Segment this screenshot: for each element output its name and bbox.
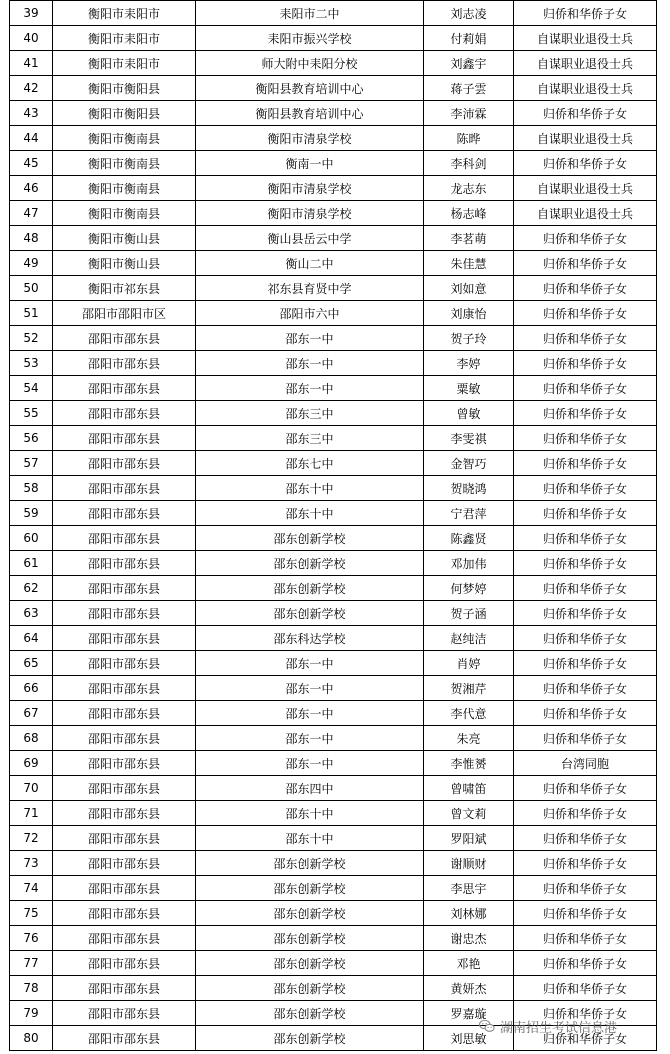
category-cell: 归侨和华侨子女 [514,451,657,476]
row-number: 70 [10,776,53,801]
table-row [10,376,657,401]
student-name-cell: 金智巧 [424,451,514,476]
row-number: 73 [10,851,53,876]
student-name-cell: 刘思敏 [424,1026,514,1051]
category-cell: 归侨和华侨子女 [514,401,657,426]
school-cell: 邵东创新学校 [196,551,424,576]
region-cell: 邵阳市邵东县 [53,676,196,701]
category-cell: 自谋职业退役士兵 [514,201,657,226]
school-cell: 衡阳市清泉学校 [196,176,424,201]
student-name-cell: 龙志东 [424,176,514,201]
row-number: 49 [10,251,53,276]
region-cell: 邵阳市邵东县 [53,476,196,501]
row-number: 57 [10,451,53,476]
table-row [10,426,657,451]
region-cell: 邵阳市邵东县 [53,901,196,926]
region-cell: 邵阳市邵东县 [53,576,196,601]
school-cell: 邵东一中 [196,676,424,701]
results-table [9,0,657,1051]
table-row [10,501,657,526]
row-number: 42 [10,76,53,101]
region-cell: 衡阳市衡南县 [53,126,196,151]
category-cell: 归侨和华侨子女 [514,626,657,651]
table-row [10,101,657,126]
student-name-cell: 邓艳 [424,951,514,976]
category-cell: 归侨和华侨子女 [514,476,657,501]
row-number: 76 [10,926,53,951]
student-name-cell: 李茗萌 [424,226,514,251]
student-name-cell: 黄妍杰 [424,976,514,1001]
row-number: 48 [10,226,53,251]
school-cell: 邵东创新学校 [196,901,424,926]
category-cell: 归侨和华侨子女 [514,526,657,551]
category-cell: 归侨和华侨子女 [514,1,657,26]
region-cell: 衡阳市祁东县 [53,276,196,301]
row-number: 59 [10,501,53,526]
student-name-cell: 刘如意 [424,276,514,301]
row-number: 80 [10,1026,53,1051]
region-cell: 衡阳市耒阳市 [53,26,196,51]
table-row [10,276,657,301]
table-row [10,926,657,951]
student-name-cell: 何梦婷 [424,576,514,601]
row-number: 40 [10,26,53,51]
student-name-cell: 赵纯洁 [424,626,514,651]
school-cell: 祁东县育贤中学 [196,276,424,301]
row-number: 68 [10,726,53,751]
wechat-icon [478,1017,496,1035]
table-row [10,576,657,601]
region-cell: 邵阳市邵东县 [53,951,196,976]
school-cell: 邵东一中 [196,701,424,726]
category-cell: 归侨和华侨子女 [514,151,657,176]
category-cell: 归侨和华侨子女 [514,801,657,826]
school-cell: 耒阳市振兴学校 [196,26,424,51]
student-name-cell: 谢忠杰 [424,926,514,951]
school-cell: 邵阳市六中 [196,301,424,326]
school-cell: 邵东创新学校 [196,601,424,626]
school-cell: 衡山县岳云中学 [196,226,424,251]
student-name-cell: 曾敏 [424,401,514,426]
category-cell: 自谋职业退役士兵 [514,26,657,51]
watermark [478,1014,668,1038]
category-cell: 归侨和华侨子女 [514,1026,657,1051]
category-cell: 归侨和华侨子女 [514,101,657,126]
row-number: 44 [10,126,53,151]
table-row [10,551,657,576]
region-cell: 邵阳市邵东县 [53,401,196,426]
table-row [10,901,657,926]
student-name-cell: 肖婷 [424,651,514,676]
region-cell: 衡阳市耒阳市 [53,1,196,26]
row-number: 47 [10,201,53,226]
school-cell: 邵东创新学校 [196,1026,424,1051]
category-cell: 归侨和华侨子女 [514,701,657,726]
row-number: 65 [10,651,53,676]
student-name-cell: 邓加伟 [424,551,514,576]
row-number: 50 [10,276,53,301]
table-row [10,1,657,26]
table-row [10,851,657,876]
table-row [10,326,657,351]
row-number: 69 [10,751,53,776]
category-cell: 归侨和华侨子女 [514,301,657,326]
category-cell: 台湾同胞 [514,751,657,776]
region-cell: 邵阳市邵东县 [53,376,196,401]
table-row [10,301,657,326]
table-row [10,676,657,701]
student-name-cell: 刘康怡 [424,301,514,326]
student-name-cell: 李思宇 [424,876,514,901]
row-number: 77 [10,951,53,976]
row-number: 51 [10,301,53,326]
school-cell: 衡阳县教育培训中心 [196,76,424,101]
category-cell: 归侨和华侨子女 [514,926,657,951]
category-cell: 归侨和华侨子女 [514,551,657,576]
student-name-cell: 李婷 [424,351,514,376]
school-cell: 邵东七中 [196,451,424,476]
region-cell: 衡阳市衡山县 [53,251,196,276]
school-cell: 邵东十中 [196,826,424,851]
row-number: 45 [10,151,53,176]
row-number: 43 [10,101,53,126]
table-row [10,651,657,676]
row-number: 79 [10,1001,53,1026]
category-cell: 归侨和华侨子女 [514,251,657,276]
table-row [10,351,657,376]
region-cell: 衡阳市衡南县 [53,201,196,226]
row-number: 55 [10,401,53,426]
region-cell: 邵阳市邵东县 [53,551,196,576]
school-cell: 师大附中耒阳分校 [196,51,424,76]
student-name-cell: 李科剑 [424,151,514,176]
table-row [10,201,657,226]
student-name-cell: 罗嘉璇 [424,1001,514,1026]
table-row [10,526,657,551]
student-name-cell: 粟敏 [424,376,514,401]
student-name-cell: 罗阳斌 [424,826,514,851]
region-cell: 邵阳市邵东县 [53,326,196,351]
category-cell: 归侨和华侨子女 [514,726,657,751]
school-cell: 邵东三中 [196,401,424,426]
row-number: 71 [10,801,53,826]
category-cell: 归侨和华侨子女 [514,651,657,676]
region-cell: 衡阳市耒阳市 [53,51,196,76]
region-cell: 邵阳市邵东县 [53,601,196,626]
table-row [10,626,657,651]
watermark-text: 湖南招生考试信息港 [500,1020,618,1036]
category-cell: 自谋职业退役士兵 [514,51,657,76]
table-row [10,151,657,176]
school-cell: 衡山二中 [196,251,424,276]
row-number: 63 [10,601,53,626]
school-cell: 衡阳市清泉学校 [196,126,424,151]
region-cell: 邵阳市邵东县 [53,851,196,876]
school-cell: 衡阳县教育培训中心 [196,101,424,126]
table-row [10,601,657,626]
row-number: 56 [10,426,53,451]
row-number: 41 [10,51,53,76]
category-cell: 归侨和华侨子女 [514,376,657,401]
school-cell: 邵东一中 [196,326,424,351]
school-cell: 邵东十中 [196,501,424,526]
student-name-cell: 李代意 [424,701,514,726]
row-number: 53 [10,351,53,376]
row-number: 67 [10,701,53,726]
table-row [10,51,657,76]
region-cell: 邵阳市邵东县 [53,626,196,651]
student-name-cell: 付莉娟 [424,26,514,51]
row-number: 64 [10,626,53,651]
region-cell: 邵阳市邵东县 [53,726,196,751]
region-cell: 邵阳市邵东县 [53,1026,196,1051]
region-cell: 衡阳市衡南县 [53,176,196,201]
category-cell: 归侨和华侨子女 [514,351,657,376]
row-number: 62 [10,576,53,601]
school-cell: 邵东十中 [196,801,424,826]
school-cell: 邵东创新学校 [196,851,424,876]
student-name-cell: 宁君萍 [424,501,514,526]
row-number: 74 [10,876,53,901]
category-cell: 归侨和华侨子女 [514,576,657,601]
school-cell: 邵东创新学校 [196,1001,424,1026]
category-cell: 归侨和华侨子女 [514,676,657,701]
region-cell: 衡阳市衡阳县 [53,101,196,126]
region-cell: 邵阳市邵东县 [53,826,196,851]
region-cell: 邵阳市邵东县 [53,876,196,901]
table-row [10,751,657,776]
school-cell: 邵东一中 [196,726,424,751]
row-number: 61 [10,551,53,576]
school-cell: 邵东科达学校 [196,626,424,651]
region-cell: 邵阳市邵东县 [53,776,196,801]
category-cell: 归侨和华侨子女 [514,826,657,851]
table-row [10,26,657,51]
student-name-cell: 曾啸笛 [424,776,514,801]
table-row [10,951,657,976]
school-cell: 邵东一中 [196,751,424,776]
row-number: 72 [10,826,53,851]
table-row [10,976,657,1001]
row-number: 46 [10,176,53,201]
region-cell: 邵阳市邵东县 [53,801,196,826]
school-cell: 衡南一中 [196,151,424,176]
school-cell: 邵东一中 [196,651,424,676]
row-number: 66 [10,676,53,701]
table-row [10,251,657,276]
category-cell: 归侨和华侨子女 [514,901,657,926]
student-name-cell: 杨志峰 [424,201,514,226]
student-name-cell: 朱亮 [424,726,514,751]
student-name-cell: 刘鑫宇 [424,51,514,76]
category-cell: 归侨和华侨子女 [514,876,657,901]
row-number: 75 [10,901,53,926]
row-number: 60 [10,526,53,551]
table-row [10,401,657,426]
table-row [10,826,657,851]
row-number: 54 [10,376,53,401]
region-cell: 衡阳市衡山县 [53,226,196,251]
student-name-cell: 曾文莉 [424,801,514,826]
row-number: 78 [10,976,53,1001]
student-name-cell: 刘林娜 [424,901,514,926]
category-cell: 归侨和华侨子女 [514,851,657,876]
table-row [10,776,657,801]
school-cell: 邵东一中 [196,376,424,401]
school-cell: 邵东创新学校 [196,876,424,901]
table-row [10,726,657,751]
category-cell: 自谋职业退役士兵 [514,176,657,201]
region-cell: 衡阳市衡南县 [53,151,196,176]
table-row [10,226,657,251]
student-name-cell: 谢顺财 [424,851,514,876]
table-row [10,876,657,901]
student-name-cell: 陈晔 [424,126,514,151]
category-cell: 归侨和华侨子女 [514,326,657,351]
school-cell: 邵东一中 [196,351,424,376]
category-cell: 归侨和华侨子女 [514,776,657,801]
row-number: 39 [10,1,53,26]
table-row [10,701,657,726]
school-cell: 邵东三中 [196,426,424,451]
category-cell: 归侨和华侨子女 [514,976,657,1001]
student-name-cell: 贺湘芹 [424,676,514,701]
region-cell: 邵阳市邵东县 [53,501,196,526]
region-cell: 衡阳市衡阳县 [53,76,196,101]
region-cell: 邵阳市邵东县 [53,451,196,476]
region-cell: 邵阳市邵东县 [53,526,196,551]
table-row [10,801,657,826]
region-cell: 邵阳市邵东县 [53,651,196,676]
student-name-cell: 李沛霖 [424,101,514,126]
school-cell: 耒阳市二中 [196,1,424,26]
region-cell: 邵阳市邵东县 [53,751,196,776]
row-number: 52 [10,326,53,351]
results-table-body [10,1,657,1051]
school-cell: 邵东十中 [196,476,424,501]
category-cell: 归侨和华侨子女 [514,601,657,626]
region-cell: 邵阳市邵东县 [53,701,196,726]
table-row [10,76,657,101]
category-cell: 归侨和华侨子女 [514,1001,657,1026]
table-row [10,476,657,501]
table-row [10,451,657,476]
school-cell: 邵东创新学校 [196,976,424,1001]
student-name-cell: 刘志凌 [424,1,514,26]
school-cell: 邵东创新学校 [196,576,424,601]
category-cell: 归侨和华侨子女 [514,226,657,251]
student-name-cell: 朱佳慧 [424,251,514,276]
region-cell: 邵阳市邵东县 [53,426,196,451]
school-cell: 邵东创新学校 [196,951,424,976]
region-cell: 邵阳市邵东县 [53,926,196,951]
school-cell: 邵东四中 [196,776,424,801]
region-cell: 邵阳市邵东县 [53,976,196,1001]
category-cell: 归侨和华侨子女 [514,276,657,301]
region-cell: 邵阳市邵东县 [53,1001,196,1026]
student-name-cell: 贺子玲 [424,326,514,351]
row-number: 58 [10,476,53,501]
school-cell: 邵东创新学校 [196,526,424,551]
school-cell: 邵东创新学校 [196,926,424,951]
student-name-cell: 贺晓鸿 [424,476,514,501]
category-cell: 自谋职业退役士兵 [514,126,657,151]
student-name-cell: 蒋子雲 [424,76,514,101]
category-cell: 归侨和华侨子女 [514,501,657,526]
category-cell: 自谋职业退役士兵 [514,76,657,101]
student-name-cell: 贺子涵 [424,601,514,626]
student-name-cell: 陈鑫贤 [424,526,514,551]
school-cell: 衡阳市清泉学校 [196,201,424,226]
category-cell: 归侨和华侨子女 [514,426,657,451]
table-row [10,126,657,151]
region-cell: 邵阳市邵阳市区 [53,301,196,326]
student-name-cell: 李惟赟 [424,751,514,776]
student-name-cell: 李雯祺 [424,426,514,451]
category-cell: 归侨和华侨子女 [514,951,657,976]
table-row [10,176,657,201]
region-cell: 邵阳市邵东县 [53,351,196,376]
